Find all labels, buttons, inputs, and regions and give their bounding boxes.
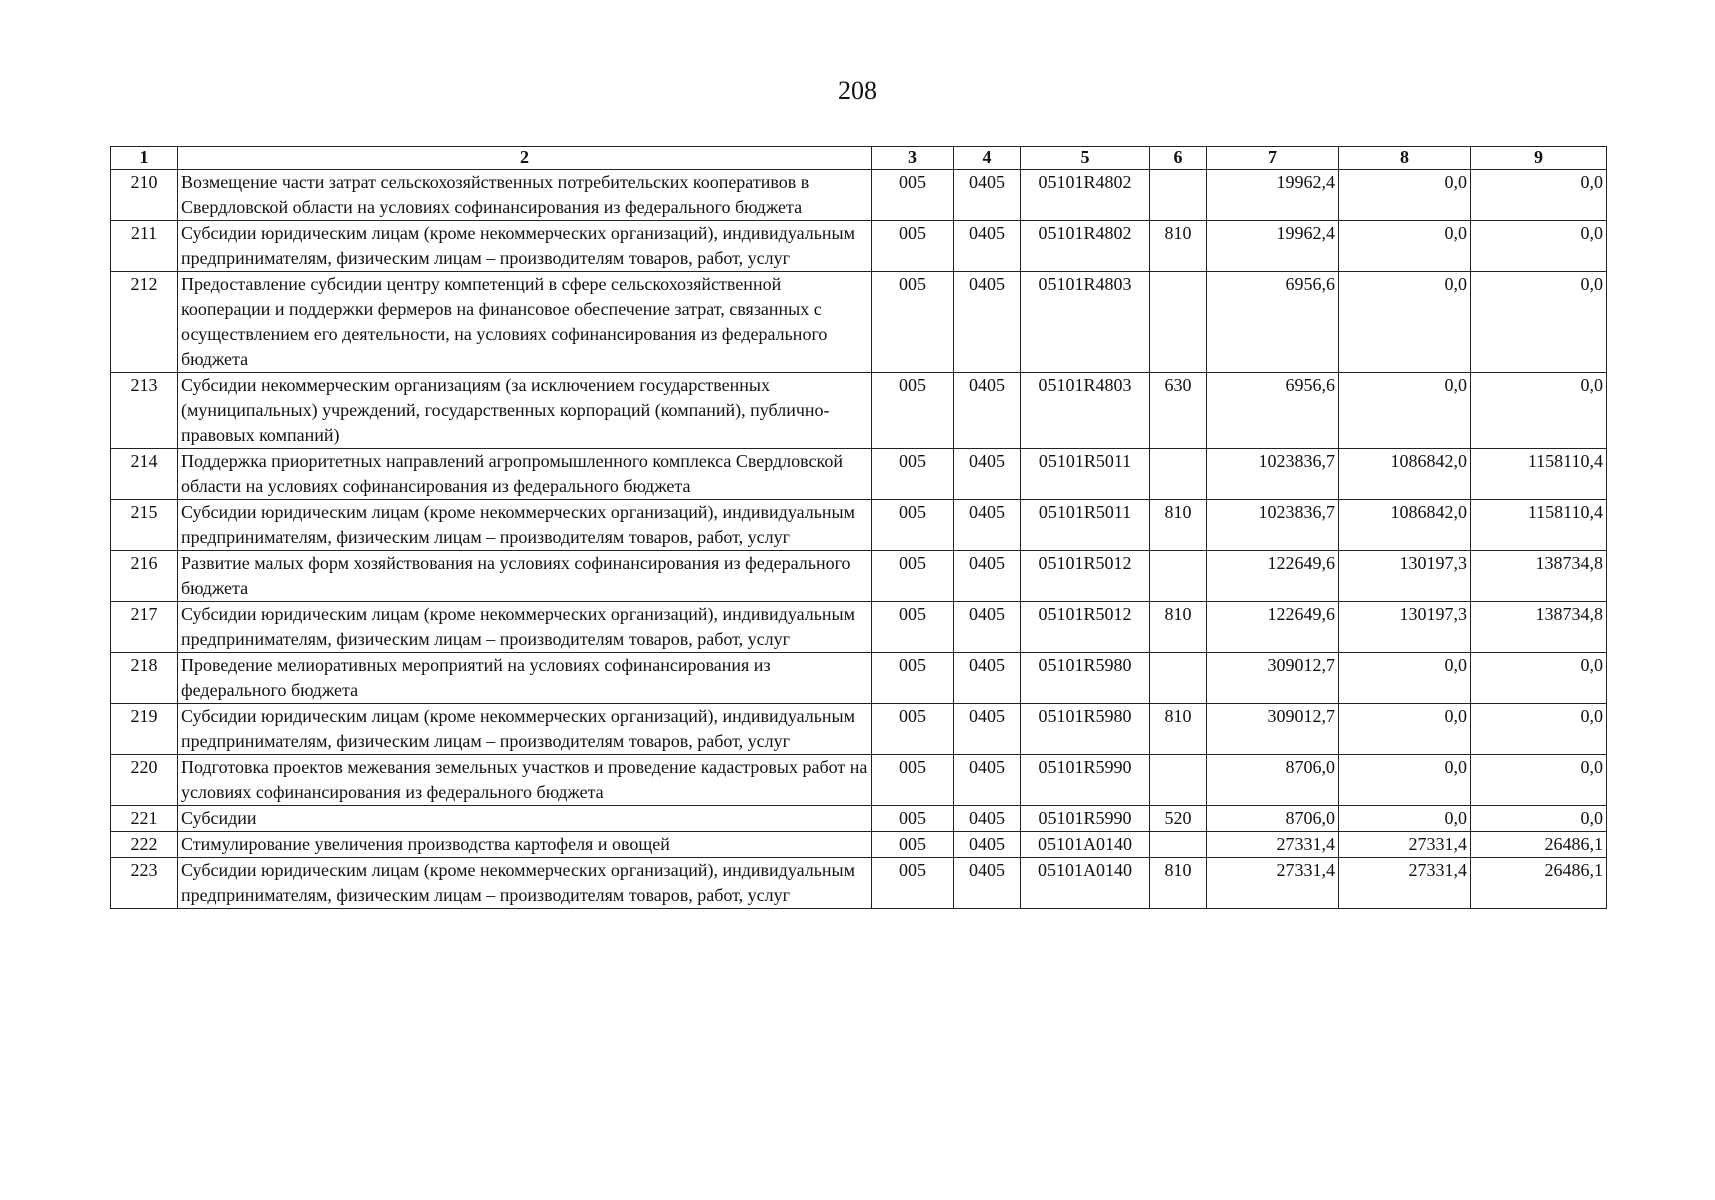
amount-col-9: 26486,1 xyxy=(1471,832,1607,858)
expense-type-code: 810 xyxy=(1150,858,1207,909)
table-row xyxy=(111,449,1607,500)
section-code: 0405 xyxy=(954,449,1021,500)
ministry-code: 005 xyxy=(872,221,954,272)
section-code: 0405 xyxy=(954,653,1021,704)
expense-type-code: 810 xyxy=(1150,602,1207,653)
column-header: 7 xyxy=(1207,147,1339,170)
item-name: Поддержка приоритетных направлений агропромышленного комплекса Свердловской области на условиях софинансирования из федерального бюджета xyxy=(178,449,872,500)
ministry-code: 005 xyxy=(872,500,954,551)
amount-col-9: 0,0 xyxy=(1471,170,1607,221)
amount-col-7: 1023836,7 xyxy=(1207,500,1339,551)
amount-col-9: 26486,1 xyxy=(1471,858,1607,909)
row-number: 220 xyxy=(111,755,178,806)
row-number: 217 xyxy=(111,602,178,653)
row-number: 211 xyxy=(111,221,178,272)
page-number: 208 xyxy=(838,76,877,105)
expense-type-code: 630 xyxy=(1150,373,1207,449)
expense-type-code: 810 xyxy=(1150,221,1207,272)
ministry-code: 005 xyxy=(872,806,954,832)
ministry-code: 005 xyxy=(872,832,954,858)
amount-col-8: 0,0 xyxy=(1339,221,1471,272)
item-name: Субсидии xyxy=(178,806,872,832)
amount-col-8: 0,0 xyxy=(1339,373,1471,449)
row-number: 222 xyxy=(111,832,178,858)
item-name: Субсидии юридическим лицам (кроме некоммерческих организаций), индивидуальным предпринимателям, физическим лицам – производителям товаров, работ, услуг xyxy=(178,704,872,755)
row-number: 216 xyxy=(111,551,178,602)
section-code: 0405 xyxy=(954,272,1021,373)
ministry-code: 005 xyxy=(872,170,954,221)
item-name: Предоставление субсидии центру компетенций в сфере сельскохозяйственной кооперации и поддержки фермеров на финансовое обеспечение затрат, связанных с осуществлением его деятельности, на условиях софинансирования из федерального бюджета xyxy=(178,272,872,373)
amount-col-9: 1158110,4 xyxy=(1471,449,1607,500)
item-name: Подготовка проектов межевания земельных участков и проведение кадастровых работ на условиях софинансирования из федерального бюджета xyxy=(178,755,872,806)
amount-col-7: 122649,6 xyxy=(1207,602,1339,653)
expense-type-code xyxy=(1150,653,1207,704)
target-article-code: 05101R4802 xyxy=(1021,170,1150,221)
table-row xyxy=(111,170,1607,221)
amount-col-8: 0,0 xyxy=(1339,653,1471,704)
amount-col-8: 130197,3 xyxy=(1339,551,1471,602)
section-code: 0405 xyxy=(954,858,1021,909)
expense-type-code xyxy=(1150,449,1207,500)
amount-col-9: 0,0 xyxy=(1471,221,1607,272)
target-article-code: 05101R4803 xyxy=(1021,373,1150,449)
header-row xyxy=(111,147,1607,170)
section-code: 0405 xyxy=(954,755,1021,806)
expense-type-code xyxy=(1150,832,1207,858)
item-name: Стимулирование увеличения производства картофеля и овощей xyxy=(178,832,872,858)
amount-col-7: 27331,4 xyxy=(1207,858,1339,909)
amount-col-7: 8706,0 xyxy=(1207,755,1339,806)
amount-col-7: 1023836,7 xyxy=(1207,449,1339,500)
row-number: 221 xyxy=(111,806,178,832)
target-article-code: 05101R4803 xyxy=(1021,272,1150,373)
section-code: 0405 xyxy=(954,704,1021,755)
amount-col-7: 19962,4 xyxy=(1207,170,1339,221)
amount-col-8: 0,0 xyxy=(1339,755,1471,806)
amount-col-7: 122649,6 xyxy=(1207,551,1339,602)
section-code: 0405 xyxy=(954,832,1021,858)
column-header: 3 xyxy=(872,147,954,170)
item-name: Проведение мелиоративных мероприятий на условиях софинансирования из федерального бюджета xyxy=(178,653,872,704)
amount-col-8: 27331,4 xyxy=(1339,858,1471,909)
amount-col-7: 8706,0 xyxy=(1207,806,1339,832)
ministry-code: 005 xyxy=(872,858,954,909)
amount-col-7: 6956,6 xyxy=(1207,272,1339,373)
amount-col-7: 27331,4 xyxy=(1207,832,1339,858)
table-row xyxy=(111,755,1607,806)
row-number: 218 xyxy=(111,653,178,704)
expense-type-code xyxy=(1150,272,1207,373)
ministry-code: 005 xyxy=(872,272,954,373)
target-article-code: 05101R4802 xyxy=(1021,221,1150,272)
amount-col-9: 0,0 xyxy=(1471,653,1607,704)
column-header: 4 xyxy=(954,147,1021,170)
target-article-code: 05101R5011 xyxy=(1021,500,1150,551)
ministry-code: 005 xyxy=(872,653,954,704)
target-article-code: 05101R5980 xyxy=(1021,653,1150,704)
table-row xyxy=(111,806,1607,832)
expense-type-code: 520 xyxy=(1150,806,1207,832)
table-row xyxy=(111,272,1607,373)
table-row xyxy=(111,373,1607,449)
amount-col-8: 0,0 xyxy=(1339,272,1471,373)
item-name: Субсидии некоммерческим организациям (за исключением государственных (муниципальных) учреждений, государственных корпораций (компаний), публично-правовых компаний) xyxy=(178,373,872,449)
amount-col-9: 0,0 xyxy=(1471,373,1607,449)
table-row xyxy=(111,704,1607,755)
expense-type-code xyxy=(1150,755,1207,806)
target-article-code: 05101R5011 xyxy=(1021,449,1150,500)
target-article-code: 05101R5980 xyxy=(1021,704,1150,755)
amount-col-9: 0,0 xyxy=(1471,755,1607,806)
table-row xyxy=(111,858,1607,909)
section-code: 0405 xyxy=(954,806,1021,832)
amount-col-9: 138734,8 xyxy=(1471,602,1607,653)
item-name: Субсидии юридическим лицам (кроме некоммерческих организаций), индивидуальным предпринимателям, физическим лицам – производителям товаров, работ, услуг xyxy=(178,221,872,272)
table-row xyxy=(111,653,1607,704)
column-header: 5 xyxy=(1021,147,1150,170)
ministry-code: 005 xyxy=(872,602,954,653)
section-code: 0405 xyxy=(954,170,1021,221)
amount-col-7: 309012,7 xyxy=(1207,653,1339,704)
target-article-code: 05101R5990 xyxy=(1021,755,1150,806)
target-article-code: 05101R5012 xyxy=(1021,602,1150,653)
amount-col-8: 1086842,0 xyxy=(1339,500,1471,551)
item-name: Возмещение части затрат сельскохозяйственных потребительских кооперативов в Свердловской области на условиях софинансирования из федерального бюджета xyxy=(178,170,872,221)
row-number: 212 xyxy=(111,272,178,373)
ministry-code: 005 xyxy=(872,704,954,755)
amount-col-9: 0,0 xyxy=(1471,704,1607,755)
column-header: 1 xyxy=(111,147,178,170)
table-row xyxy=(111,500,1607,551)
amount-col-9: 138734,8 xyxy=(1471,551,1607,602)
amount-col-8: 0,0 xyxy=(1339,806,1471,832)
row-number: 213 xyxy=(111,373,178,449)
column-header: 9 xyxy=(1471,147,1607,170)
item-name: Субсидии юридическим лицам (кроме некоммерческих организаций), индивидуальным предпринимателям, физическим лицам – производителям товаров, работ, услуг xyxy=(178,602,872,653)
row-number: 223 xyxy=(111,858,178,909)
expense-type-code: 810 xyxy=(1150,704,1207,755)
item-name: Субсидии юридическим лицам (кроме некоммерческих организаций), индивидуальным предпринимателям, физическим лицам – производителям товаров, работ, услуг xyxy=(178,500,872,551)
row-number: 219 xyxy=(111,704,178,755)
amount-col-7: 19962,4 xyxy=(1207,221,1339,272)
row-number: 214 xyxy=(111,449,178,500)
column-header: 6 xyxy=(1150,147,1207,170)
expense-type-code: 810 xyxy=(1150,500,1207,551)
amount-col-9: 0,0 xyxy=(1471,806,1607,832)
ministry-code: 005 xyxy=(872,551,954,602)
section-code: 0405 xyxy=(954,500,1021,551)
amount-col-8: 0,0 xyxy=(1339,704,1471,755)
column-header: 2 xyxy=(178,147,872,170)
target-article-code: 05101R5990 xyxy=(1021,806,1150,832)
column-header: 8 xyxy=(1339,147,1471,170)
ministry-code: 005 xyxy=(872,755,954,806)
amount-col-7: 6956,6 xyxy=(1207,373,1339,449)
expense-type-code xyxy=(1150,170,1207,221)
section-code: 0405 xyxy=(954,551,1021,602)
amount-col-9: 0,0 xyxy=(1471,272,1607,373)
target-article-code: 05101A0140 xyxy=(1021,858,1150,909)
expense-type-code xyxy=(1150,551,1207,602)
amount-col-7: 309012,7 xyxy=(1207,704,1339,755)
ministry-code: 005 xyxy=(872,373,954,449)
table-row xyxy=(111,832,1607,858)
target-article-code: 05101A0140 xyxy=(1021,832,1150,858)
section-code: 0405 xyxy=(954,602,1021,653)
section-code: 0405 xyxy=(954,221,1021,272)
table-row xyxy=(111,551,1607,602)
target-article-code: 05101R5012 xyxy=(1021,551,1150,602)
amount-col-8: 1086842,0 xyxy=(1339,449,1471,500)
section-code: 0405 xyxy=(954,373,1021,449)
amount-col-8: 0,0 xyxy=(1339,170,1471,221)
amount-col-9: 1158110,4 xyxy=(1471,500,1607,551)
table-row xyxy=(111,221,1607,272)
ministry-code: 005 xyxy=(872,449,954,500)
amount-col-8: 130197,3 xyxy=(1339,602,1471,653)
row-number: 215 xyxy=(111,500,178,551)
item-name: Развитие малых форм хозяйствования на условиях софинансирования из федерального бюджета xyxy=(178,551,872,602)
table-row xyxy=(111,602,1607,653)
budget-table xyxy=(110,146,1607,909)
item-name: Субсидии юридическим лицам (кроме некоммерческих организаций), индивидуальным предпринимателям, физическим лицам – производителям товаров, работ, услуг xyxy=(178,858,872,909)
amount-col-8: 27331,4 xyxy=(1339,832,1471,858)
row-number: 210 xyxy=(111,170,178,221)
